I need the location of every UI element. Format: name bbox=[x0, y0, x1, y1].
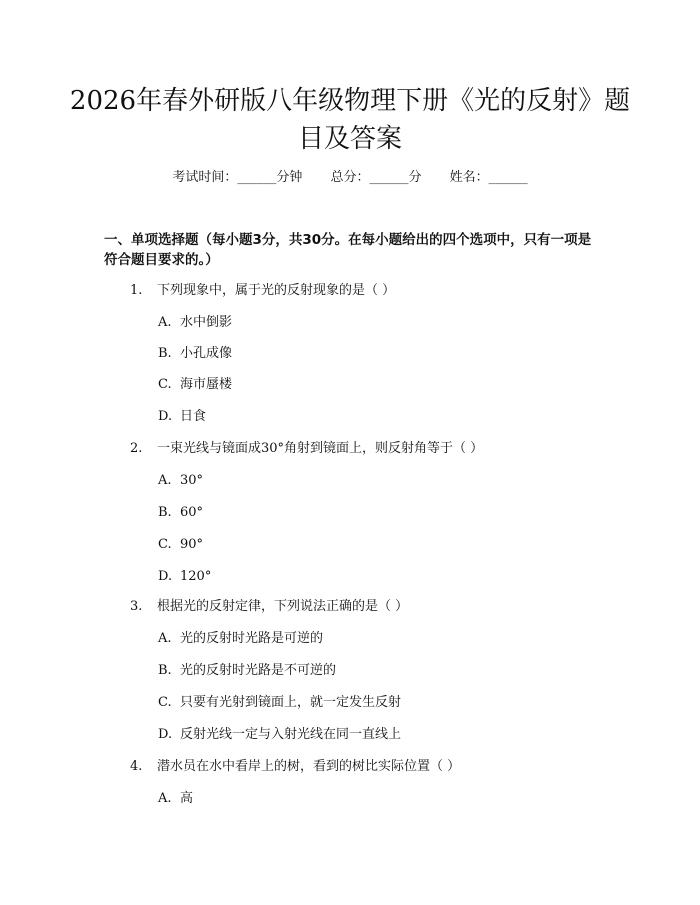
option-text: 小孔成像 bbox=[180, 346, 233, 361]
option-text: 反射光线一定与入射光线在同一直线上 bbox=[180, 727, 402, 742]
exam-info-line bbox=[0, 168, 700, 188]
question-3-option-c bbox=[158, 694, 401, 712]
option-letter: A. bbox=[158, 791, 172, 806]
question-3 bbox=[130, 598, 408, 616]
question-2 bbox=[130, 440, 483, 458]
question-3-option-d bbox=[158, 726, 401, 744]
option-text: 日食 bbox=[180, 409, 207, 424]
name-field: 姓名：______ bbox=[449, 170, 528, 185]
question-1-option-d bbox=[158, 408, 206, 426]
question-4-option-a bbox=[158, 790, 193, 808]
question-text: 潜水员在水中看岸上的树，看到的树比实际位置（ ） bbox=[157, 759, 461, 774]
total-score-field: 总分：______分 bbox=[330, 170, 422, 185]
option-letter: A. bbox=[158, 315, 172, 330]
option-letter: A. bbox=[158, 631, 172, 646]
question-text: 根据光的反射定律，下列说法正确的是（ ） bbox=[157, 599, 409, 614]
question-1-option-b bbox=[158, 345, 232, 363]
option-text: 30° bbox=[180, 473, 204, 488]
question-text: 下列现象中，属于光的反射现象的是（ ） bbox=[157, 283, 396, 298]
option-text: 60° bbox=[180, 505, 204, 520]
option-letter: D. bbox=[158, 569, 173, 584]
section-heading: 一、单项选择题（每小题3分，共30分。在每小题给出的四个选项中，只有一项是符合题目要求的。） bbox=[104, 232, 592, 268]
question-1 bbox=[130, 282, 395, 300]
document-title: 2026年春外研版八年级物理下册《光的反射》题目及答案 bbox=[69, 86, 631, 154]
option-text: 高 bbox=[180, 791, 194, 806]
option-letter: B. bbox=[158, 505, 172, 520]
option-text: 光的反射时光路是不可逆的 bbox=[180, 663, 337, 678]
question-2-option-d bbox=[158, 568, 211, 586]
option-text: 只要有光射到镜面上，就一定发生反射 bbox=[180, 695, 402, 710]
question-number: 2. bbox=[130, 441, 143, 456]
question-2-option-a bbox=[158, 472, 203, 490]
option-letter: C. bbox=[158, 537, 172, 552]
question-text: 一束光线与镜面成30°角射到镜面上，则反射角等于（ ） bbox=[157, 441, 484, 456]
question-2-option-c bbox=[158, 536, 203, 554]
question-1-option-a bbox=[158, 314, 232, 332]
option-letter: D. bbox=[158, 727, 173, 742]
question-1-option-c bbox=[158, 376, 232, 394]
question-3-option-a bbox=[158, 630, 323, 648]
option-letter: C. bbox=[158, 695, 172, 710]
question-3-option-b bbox=[158, 662, 336, 680]
option-letter: B. bbox=[158, 346, 172, 361]
question-number: 3. bbox=[130, 599, 143, 614]
question-2-option-b bbox=[158, 504, 203, 522]
option-letter: B. bbox=[158, 663, 172, 678]
option-text: 海市蜃楼 bbox=[180, 377, 233, 392]
question-number: 1. bbox=[130, 283, 143, 298]
option-text: 90° bbox=[180, 537, 204, 552]
option-letter: C. bbox=[158, 377, 172, 392]
option-text: 光的反射时光路是可逆的 bbox=[180, 631, 324, 646]
question-number: 4. bbox=[130, 759, 143, 774]
option-text: 120° bbox=[180, 569, 212, 584]
option-letter: A. bbox=[158, 473, 172, 488]
question-4 bbox=[130, 758, 460, 776]
option-letter: D. bbox=[158, 409, 173, 424]
option-text: 水中倒影 bbox=[180, 315, 233, 330]
exam-time-field: 考试时间：______分钟 bbox=[172, 170, 303, 185]
